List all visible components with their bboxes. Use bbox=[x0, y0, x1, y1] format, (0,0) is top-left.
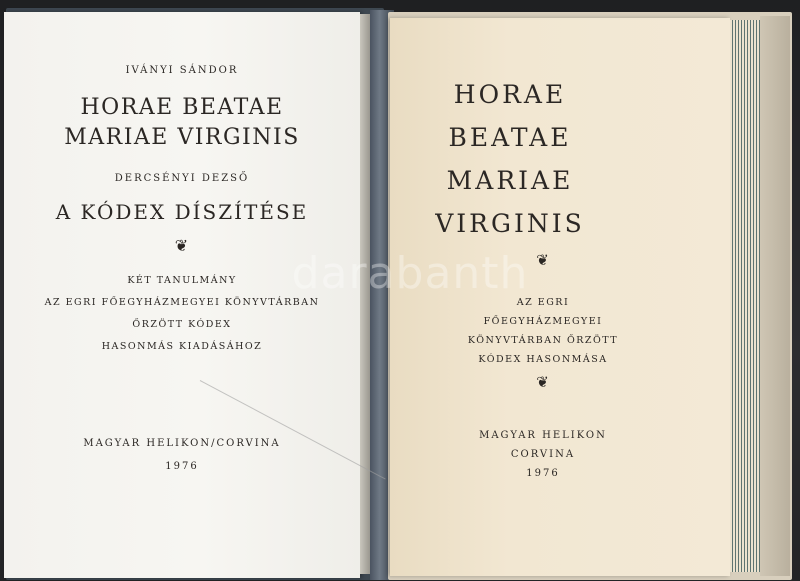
left-author-2: DERCSÉNYI DEZSŐ bbox=[114, 173, 250, 184]
right-subtitle-line: AZ EGRI bbox=[516, 297, 570, 308]
right-year: 1976 bbox=[526, 468, 560, 479]
left-title-1 bbox=[4, 93, 360, 153]
left-imprint bbox=[4, 432, 360, 478]
right-publisher-2: CORVINA bbox=[510, 449, 576, 460]
left-subtitle-line: ŐRZÖTT KÓDEX bbox=[132, 319, 232, 330]
watermark: darabanth bbox=[291, 248, 529, 299]
fleuron-icon: ❦ bbox=[174, 236, 190, 255]
right-subtitle-line: KÓDEX HASONMÁSA bbox=[478, 354, 608, 365]
right-title bbox=[390, 73, 630, 245]
left-subtitle-line: AZ EGRI FŐEGYHÁZMEGYEI KÖNYVTÁRBAN bbox=[44, 297, 320, 308]
left-publisher: MAGYAR HELIKON/CORVINA bbox=[83, 438, 281, 449]
right-title-line: HORAE bbox=[453, 80, 567, 109]
right-subtitle bbox=[390, 293, 696, 369]
right-ornament-bottom bbox=[390, 373, 696, 391]
left-author-1: IVÁNYI SÁNDOR bbox=[125, 65, 239, 76]
right-publisher: MAGYAR HELIKON bbox=[479, 430, 607, 441]
right-subtitle-line: FŐEGYHÁZMEGYEI bbox=[483, 316, 603, 327]
right-subtitle-line: KÖNYVTÁRBAN ŐRZÖTT bbox=[467, 335, 619, 346]
left-title-2: A KÓDEX DÍSZÍTÉSE bbox=[55, 200, 309, 224]
fleuron-icon: ❦ bbox=[536, 251, 550, 269]
right-imprint bbox=[390, 426, 696, 483]
right-cover-edge bbox=[760, 16, 790, 576]
fleuron-icon: ❦ bbox=[536, 373, 550, 391]
left-subtitle-line: HASONMÁS KIADÁSÁHOZ bbox=[101, 341, 263, 352]
left-year: 1976 bbox=[165, 461, 199, 472]
right-page-stack bbox=[730, 20, 760, 572]
left-title-1-line: MARIAE VIRGINIS bbox=[64, 125, 300, 150]
right-title-line: BEATAE bbox=[448, 123, 572, 152]
right-title-line: MARIAE bbox=[446, 166, 574, 195]
left-title-1-line: HORAE BEATAE bbox=[80, 95, 284, 120]
right-title-line: VIRGINIS bbox=[435, 209, 585, 238]
left-subtitle-line: KÉT TANULMÁNY bbox=[127, 275, 237, 286]
